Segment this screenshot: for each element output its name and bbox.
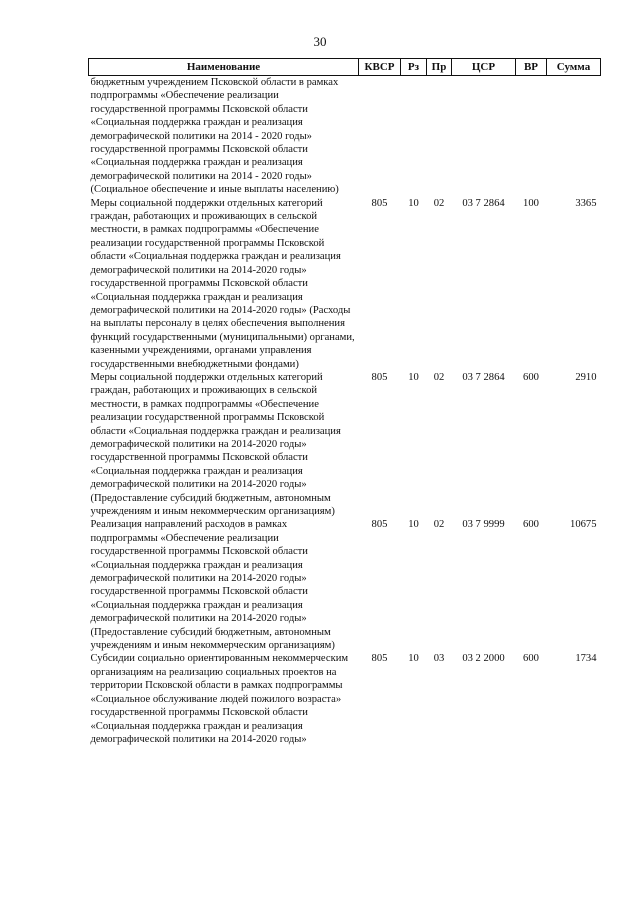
header-name: Наименование bbox=[89, 59, 359, 76]
row-sum bbox=[547, 76, 601, 197]
row-name: Реализация направлений расходов в рамках подпрограммы «Обеспечение реализации государственной программы Псковской области «Социальная поддержка граждан и реализация демографической политики на 2014-2020 годы» государственной программы Псковской области «Социальная поддержка граждан и реализация демографической политики на 2014-2020 годы» (Предоставление субсидий бюджетным, автономным учреждениям и иным некоммерческим организациям) bbox=[90, 519, 335, 652]
table-header bbox=[89, 59, 601, 76]
row-pr: 03 bbox=[433, 653, 445, 665]
row-rz bbox=[401, 76, 427, 197]
row-sum: 1734 bbox=[575, 653, 597, 665]
row-vr bbox=[516, 76, 547, 197]
row-csr bbox=[452, 76, 516, 197]
row-vr: 600 bbox=[523, 653, 539, 665]
row-vr: 100 bbox=[523, 197, 539, 209]
header-rz: Рз bbox=[401, 59, 427, 76]
row-kvsr: 805 bbox=[371, 519, 388, 531]
row-kvsr bbox=[359, 76, 401, 197]
row-kvsr: 805 bbox=[371, 197, 388, 209]
row-kvsr: 805 bbox=[371, 653, 388, 665]
row-csr: 03 7 2864 bbox=[462, 197, 505, 209]
row-pr bbox=[427, 76, 452, 197]
row-csr: 03 7 9999 bbox=[462, 519, 505, 531]
table-row bbox=[89, 652, 601, 746]
row-sum: 10675 bbox=[570, 519, 597, 531]
header-vr: ВР bbox=[516, 59, 547, 76]
row-pr: 02 bbox=[433, 519, 445, 531]
header-row bbox=[89, 59, 601, 76]
row-vr: 600 bbox=[523, 371, 539, 383]
table-row bbox=[89, 371, 601, 518]
row-csr: 03 2 2000 bbox=[462, 653, 505, 665]
row-name: Субсидии социально ориентированным некоммерческим организациям на реализацию социальных проектов на территории Псковской области в рамках подпрограммы «Социальное обслуживание людей пожилого возраста» государственной программы Псковской области «Социальная поддержка граждан и реализация демографической политики на 2014-2020 годы» bbox=[90, 653, 349, 745]
row-pr: 02 bbox=[433, 371, 445, 383]
table-row bbox=[89, 76, 601, 197]
table-row bbox=[89, 518, 601, 652]
table-body bbox=[89, 76, 601, 747]
row-rz: 10 bbox=[408, 197, 419, 209]
row-rz: 10 bbox=[408, 371, 419, 383]
row-sum: 3365 bbox=[575, 197, 597, 209]
page-number: 30 bbox=[313, 34, 327, 49]
row-pr: 02 bbox=[433, 197, 445, 209]
budget-table bbox=[88, 58, 601, 746]
header-sum: Сумма bbox=[547, 59, 601, 76]
row-kvsr: 805 bbox=[371, 371, 388, 383]
header-kvsr: КВСР bbox=[359, 59, 401, 76]
table-row bbox=[89, 197, 601, 371]
row-rz: 10 bbox=[408, 519, 419, 531]
row-csr: 03 7 2864 bbox=[462, 371, 505, 383]
header-csr: ЦСР bbox=[452, 59, 516, 76]
row-vr: 600 bbox=[523, 519, 539, 531]
row-name: бюджетным учреждением Псковской области в рамках подпрограммы «Обеспечение реализации государственной программы Псковской области «Социальная поддержка граждан и реализация демографической политики на 2014 - 2020 годы» государственной программы Псковской области «Социальная поддержка граждан и реализация демографической политики на 2014 - 2020 годы» (Социальное обеспечение и иные выплаты населению) bbox=[90, 77, 339, 196]
row-sum: 2910 bbox=[575, 371, 597, 383]
row-rz: 10 bbox=[408, 653, 419, 665]
row-name: Меры социальной поддержки отдельных категорий граждан, работающих и проживающих в сельской местности, в рамках подпрограммы «Обеспечение реализации государственной программы Псковской области «Социальная поддержка граждан и реализация демографической политики на 2014-2020 годы» государственной программы Псковской области «Социальная поддержка граждан и реализация демографической политики на 2014-2020 годы» (Предоставление субсидий бюджетным, автономным учреждениям и иным некоммерческим организациям) bbox=[90, 371, 341, 517]
header-pr: Пр bbox=[427, 59, 452, 76]
row-name: Меры социальной поддержки отдельных категорий граждан, работающих и проживающих в сельской местности, в рамках подпрограммы «Обеспечение реализации государственной программы Псковской области «Социальная поддержка граждан и реализация демографической политики на 2014-2020 годы» государственной программы Псковской области «Социальная поддержка граждан и реализация демографической политики на 2014-2020 годы» (Расходы на выплаты персоналу в целях обеспечения выполнения функций государственными (муниципальными) органами, казенными учреждениями, органами управления государственными внебюджетными фондами) bbox=[90, 197, 355, 370]
